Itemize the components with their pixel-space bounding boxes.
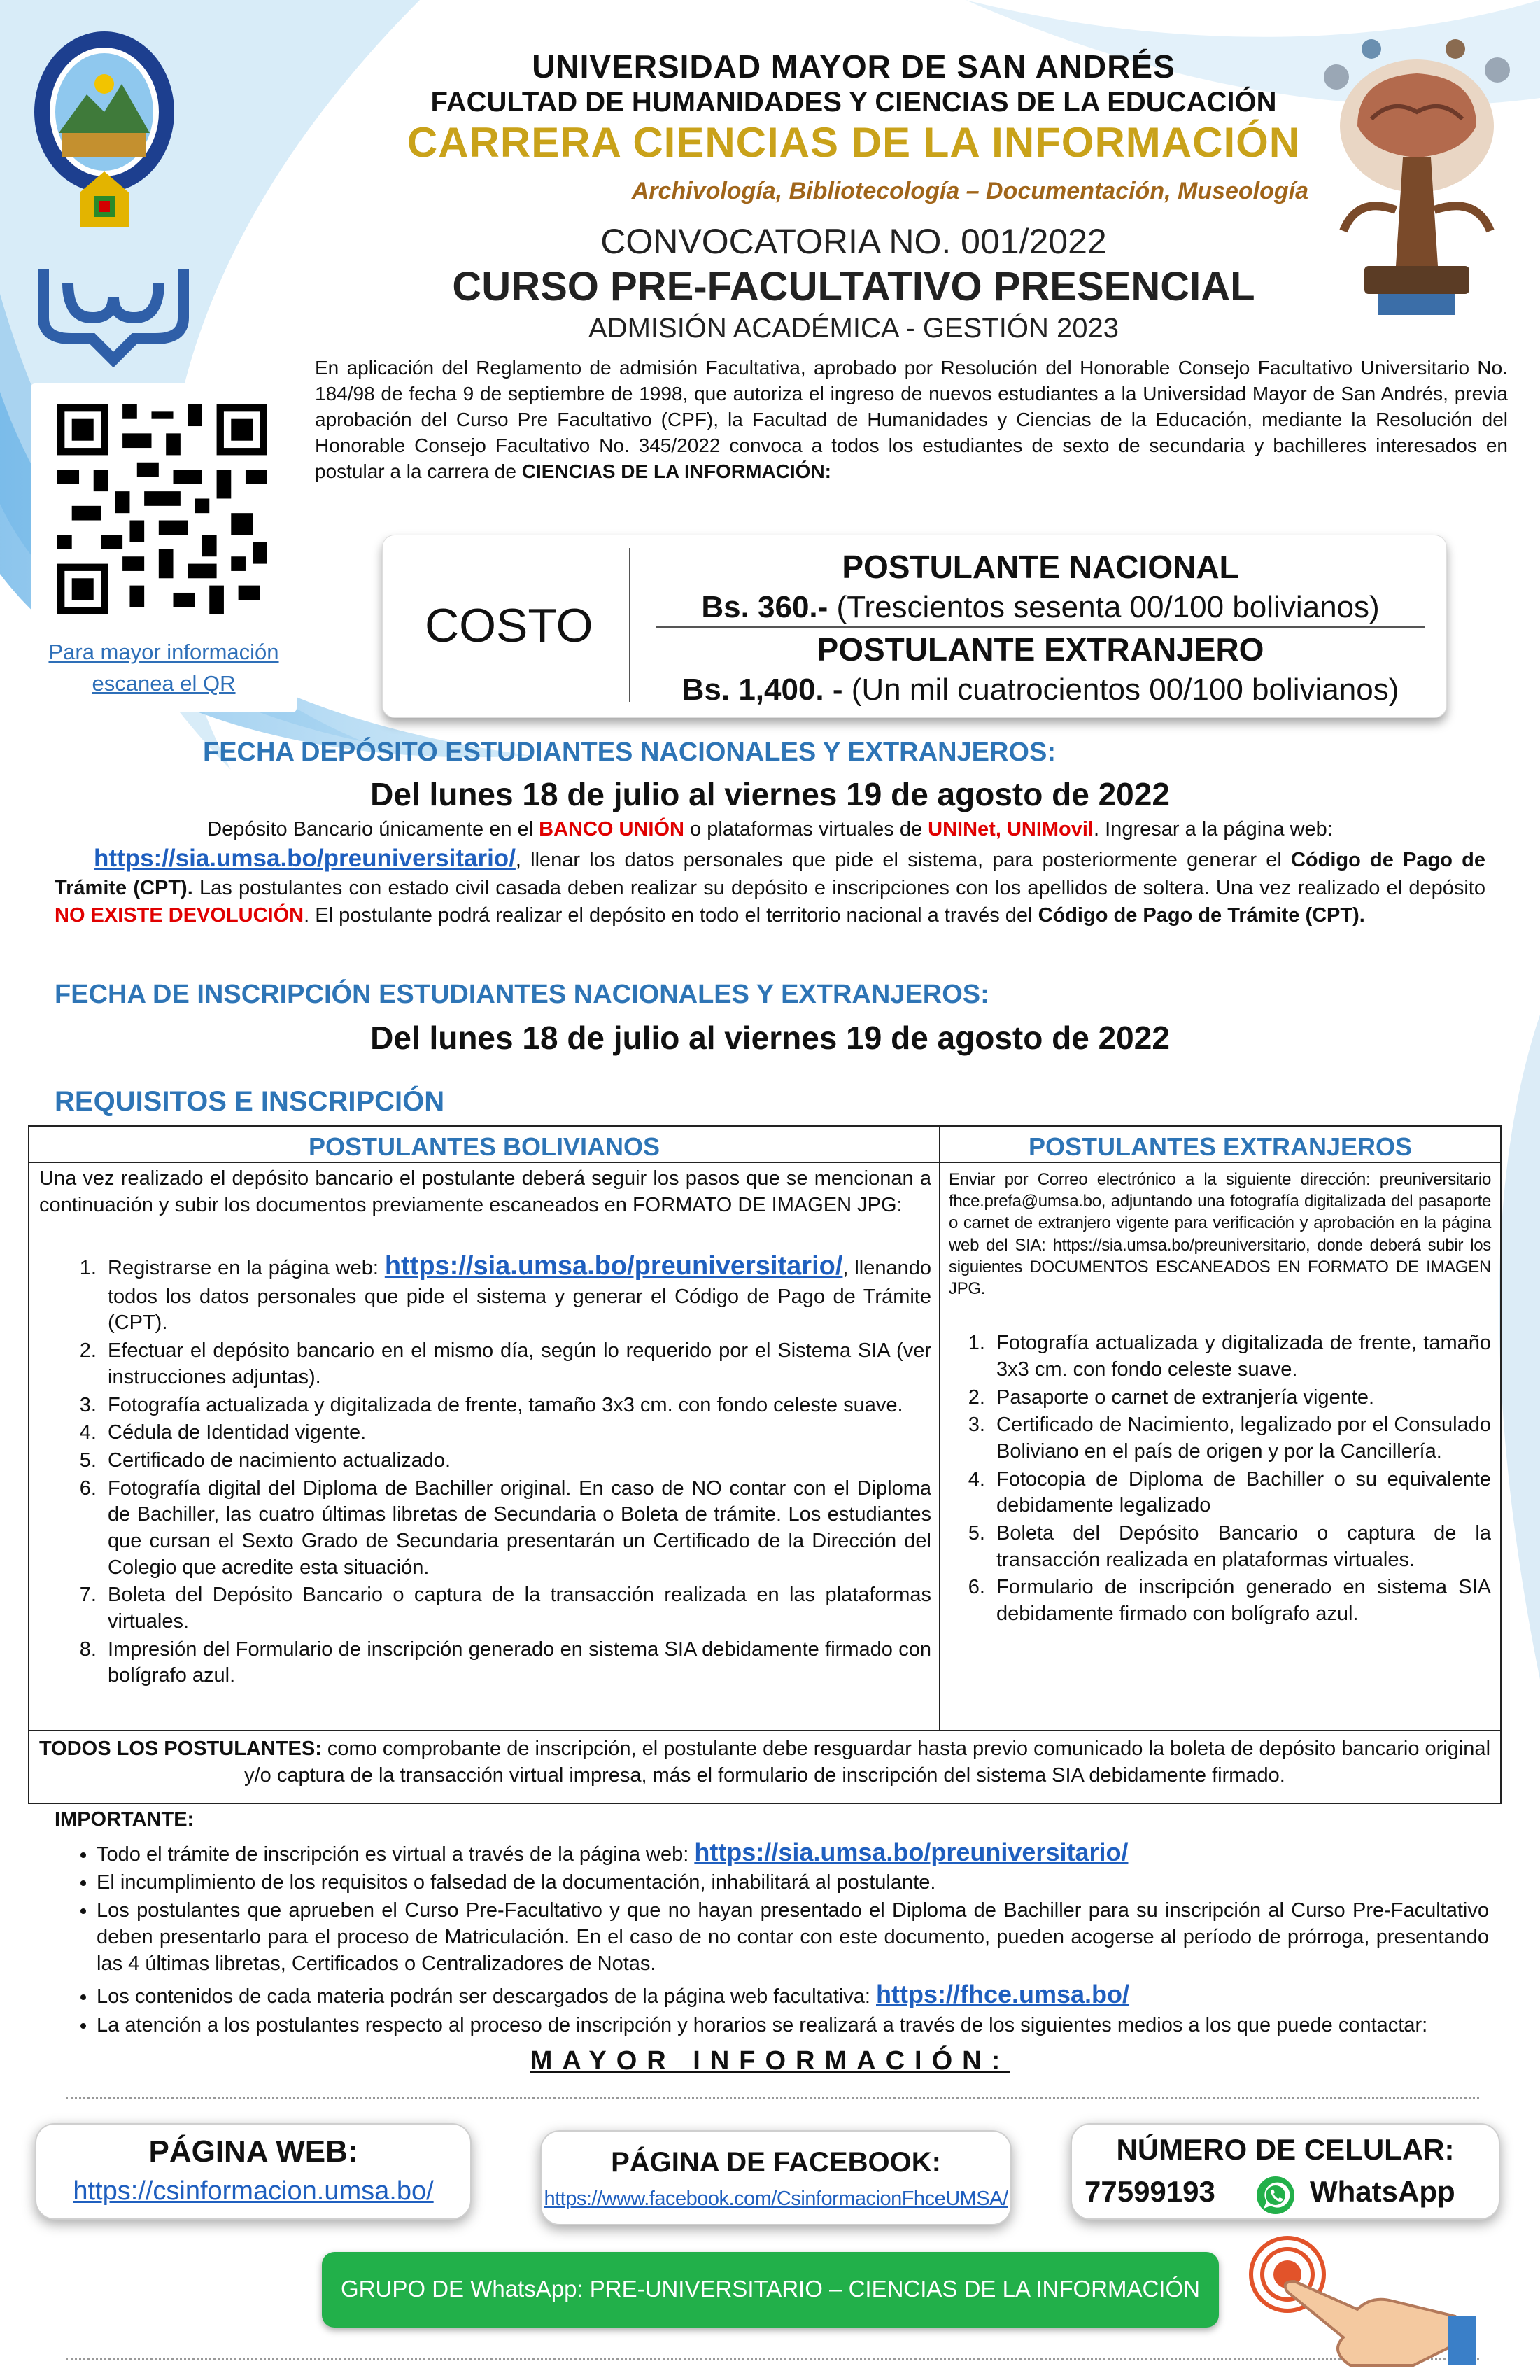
important-list	[55, 1836, 1489, 2039]
list-item: 2. Pasaporte o carnet de extranjería vigente.	[991, 1385, 1491, 1411]
cpt-bold: Código de Pago de Trámite (CPT).	[55, 849, 1485, 900]
call-number: CONVOCATORIA NO. 001/2022	[600, 222, 1107, 261]
bo-item1-text: Registrarse en la página web:	[108, 1257, 385, 1280]
no-refund: NO EXISTE DEVOLUCIÓN	[55, 903, 304, 927]
foreign-title: POSTULANTE EXTRANJERO	[817, 631, 1264, 668]
qr-panel	[31, 383, 297, 712]
phone-number: 77599193	[1085, 2175, 1215, 2208]
deposit-paragraph	[55, 816, 1485, 929]
table-column-divider	[939, 1127, 940, 1730]
cost-divider	[629, 548, 630, 702]
more-info-heading: MAYOR INFORMACIÓN:	[530, 2046, 1010, 2076]
intro-paragraph	[315, 355, 1508, 485]
foreigners-list	[949, 1330, 1491, 1628]
university-seal-logo	[31, 28, 178, 238]
deposit-text-5: Las postulantes con estado civil casada deben realizar su depósito e inscripciones con los apellidos de soltera. Una vez realizado el depósito	[192, 877, 1485, 900]
foreign-cost	[635, 673, 1446, 707]
sia-link[interactable]: https://sia.umsa.bo/preuniversitario/	[384, 1251, 843, 1281]
cost-card	[382, 535, 1447, 718]
requirements-table	[28, 1125, 1502, 1804]
list-item: 7. Boleta del Depósito Bancario o captura de la transacción realizada en las plataformas virtuales.	[102, 1582, 931, 1635]
sia-link[interactable]: https://sia.umsa.bo/preuniversitario/	[94, 845, 516, 873]
list-item: • Los postulantes que aprueben el Curso Pre-Facultativo y que no hayan presentado el Diploma de Bachiller para su inscripción al Curso Pre-Facultativo deben presentarlo para el proceso de Matriculación. En el caso de no contar con este documento, pueden acogerse al período de prórroga, presentando las 4 últimas libretas, Certificados o Centralizadores de Notas.	[97, 1898, 1489, 1977]
facebook-title: PÁGINA DE FACEBOOK:	[611, 2147, 941, 2178]
all-applicants-label: TODOS LOS POSTULANTES:	[38, 1738, 322, 1760]
list-item: 4. Fotocopia de Diploma de Bachiller o su equivalente debidamente legalizado	[991, 1467, 1491, 1519]
table-header-divider	[29, 1162, 1500, 1163]
career-logo	[36, 262, 190, 367]
admission-title: ADMISIÓN ACADÉMICA - GESTIÓN 2023	[588, 313, 1119, 344]
course-title: CURSO PRE-FACULTATIVO PRESENCIAL	[452, 264, 1255, 309]
qr-caption-line2: escanea el QR	[92, 670, 236, 696]
whatsapp-group-button[interactable]	[322, 2252, 1219, 2328]
phone-title: NÚMERO DE CELULAR:	[1116, 2133, 1455, 2166]
list-item: 3. Fotografía actualizada y digitalizada de frente, tamaño 3x3 cm. con fondo celeste suave.	[102, 1393, 931, 1419]
knowledge-tree-illustration	[1315, 35, 1518, 336]
deposit-text-6: . El postulante podrá realizar el depósito en todo el territorio nacional a través del	[304, 903, 1038, 927]
website-title: PÁGINA WEB:	[148, 2134, 358, 2169]
list-item: 6. Formulario de inscripción generado en sistema SIA debidamente firmado con bolígrafo azul.	[991, 1575, 1491, 1627]
list-item: • La atención a los postulantes respecto al proceso de inscripción y horarios se realizará a través de los siguientes medios a los que puede contactar:	[97, 2013, 1489, 2039]
table-footer-divider	[29, 1730, 1500, 1731]
bank-name: BANCO UNIÓN	[539, 818, 684, 840]
col-header-foreigners: POSTULANTES EXTRANJEROS	[1028, 1132, 1413, 1161]
foreign-words: (Un mil cuatrocientos 00/100 bolivianos)	[842, 673, 1399, 707]
dotted-separator-top	[66, 2097, 1479, 2099]
all-applicants-note	[34, 1735, 1496, 1789]
website-card[interactable]	[35, 2123, 472, 2220]
deposit-heading: FECHA DEPÓSITO ESTUDIANTES NACIONALES Y EXTRANJEROS:	[203, 738, 1056, 767]
sia-link[interactable]: https://sia.umsa.bo/preuniversitario/	[694, 1837, 1129, 1866]
website-link[interactable]: https://csinformacion.umsa.bo/	[73, 2176, 434, 2206]
list-item	[97, 1978, 1489, 2011]
cost-label: COSTO	[425, 599, 593, 652]
intro-text: En aplicación del Reglamento de admisión Facultativa, aprobado por Resolución del Honorable Consejo Facultativo Universitario No. 184/98 de fecha 9 de septiembre de 1998, que autoriza el ingreso de nuevos estudiantes a la Universidad Mayor de San Andrés, previa aprobación del Curso Pre Facultativo (CPF), la Facultad de Humanidades y Ciencias de la Educación, mediante la Resolución del Honorable Consejo Facultativo No. 345/2022 convoca a todos los estudiantes de sexto de secundaria y bachilleres interesados en postular a la carrera de	[315, 357, 1508, 482]
list-item: • El incumplimiento de los requisitos o falsedad de la documentación, inhabilitará al postulante.	[97, 1870, 1489, 1896]
national-words: (Trescientos sesenta 00/100 bolivianos)	[828, 590, 1380, 624]
foreign-amount: Bs. 1,400. -	[681, 673, 843, 707]
list-item: 1. Fotografía actualizada y digitalizada de frente, tamaño 3x3 cm. con fondo celeste suave.	[991, 1330, 1491, 1383]
national-cost	[635, 590, 1446, 625]
all-applicants-text: como comprobante de inscripción, el postulante debe resguardar hasta previo comunicado la boleta de depósito bancario original y/o captura de la transacción virtual impresa, más el formulario de inscripción del sistema SIA debidamente firmado.	[244, 1738, 1491, 1787]
qr-code-icon[interactable]	[57, 404, 267, 614]
list-item: 8. Impresión del Formulario de inscripción generado en sistema SIA debidamente firmado con bolígrafo azul.	[102, 1637, 931, 1689]
whatsapp-icon	[1255, 2175, 1296, 2216]
facebook-link[interactable]: https://www.facebook.com/CsinformacionFhceUMSA/	[544, 2188, 1008, 2210]
faculty-name: FACULTAD DE HUMANIDADES Y CIENCIAS DE LA EDUCACIÓN	[430, 87, 1277, 118]
requirements-heading: REQUISITOS E INSCRIPCIÓN	[55, 1086, 445, 1117]
bolivians-content	[39, 1166, 931, 1691]
deposit-text-1: Depósito Bancario únicamente en el	[207, 818, 539, 840]
fhce-link[interactable]: https://fhce.umsa.bo/	[876, 1980, 1130, 2009]
list-item: 5. Boleta del Depósito Bancario o captura de la transacción realizada en plataformas virtuales.	[991, 1521, 1491, 1573]
foreigners-content	[949, 1169, 1491, 1629]
facebook-card[interactable]	[540, 2130, 1012, 2225]
important-section	[55, 1807, 1489, 2041]
foreigners-intro: Enviar por Correo electrónico a la siguiente dirección: preuniversitario fhce.prefa@umsa.bo, adjuntando una fotografía digitalizada del pasaporte o carnet de extranjero vigente para verificación y aprobación en la página web del SIA: https://sia.umsa.bo/preuniversitario, donde deberá subir los siguientes DOCUMENTOS ESCANEADOS EN FORMATO DE IMAGEN JPG.	[949, 1170, 1491, 1298]
important-item4-text: Los contenidos de cada materia podrán ser descargados de la página web facultativa:	[97, 1985, 876, 2008]
tap-hand-icon	[1245, 2225, 1476, 2372]
deposit-text-4: , llenar los datos personales que pide el sistema, para posteriormente generar el	[515, 849, 1291, 872]
deposit-dates: Del lunes 18 de julio al viernes 19 de agosto de 2022	[370, 776, 1170, 812]
list-item: 3. Certificado de Nacimiento, legalizado por el Consulado Boliviano en el país de origen y por la Cancillería.	[991, 1412, 1491, 1465]
col-header-bolivians: POSTULANTES BOLIVIANOS	[308, 1132, 660, 1161]
whatsapp-label: WhatsApp	[1310, 2175, 1455, 2208]
national-amount: Bs. 360.-	[701, 590, 828, 624]
cpt-bold-2: Código de Pago de Trámite (CPT).	[1038, 903, 1365, 927]
university-name: UNIVERSIDAD MAYOR DE SAN ANDRÉS	[532, 48, 1175, 85]
phone-card[interactable]	[1071, 2123, 1500, 2220]
more-info-heading-wrap	[0, 2046, 1540, 2076]
list-item: 5. Certificado de nacimiento actualizado.	[102, 1448, 931, 1474]
career-name: CARRERA CIENCIAS DE LA INFORMACIÓN	[407, 119, 1301, 166]
bolivians-intro: Una vez realizado el depósito bancario el postulante deberá seguir los pasos que se mencionan a continuación y subir los documentos previamente escaneados en FORMATO DE IMAGEN JPG:	[39, 1167, 931, 1216]
list-item: 2. Efectuar el depósito bancario en el mismo día, según lo requerido por el Sistema SIA (ver instrucciones adjuntas).	[102, 1338, 931, 1390]
deposit-text-3: . Ingresar a la página web:	[1094, 818, 1333, 840]
list-item: 6. Fotografía digital del Diploma de Bachiller original. En caso de NO contar con el Diploma de Bachiller, las cuatro últimas libretas de Secundaria o Boleta de trámite. Los estudiantes que cursan el Sexto Grado de Secundaria presentarán un Certificado de la Dirección del Colegio que acredite esta situación.	[102, 1476, 931, 1582]
inscription-dates: Del lunes 18 de julio al viernes 19 de agosto de 2022	[370, 1020, 1170, 1056]
bolivians-list	[39, 1249, 931, 1689]
bo-item1-rest: , llenando todos los datos personales que pide el sistema y generar el Código de Pago de Trámite (CPT).	[108, 1257, 931, 1335]
important-heading: IMPORTANTE:	[55, 1808, 195, 1831]
career-specialties: Archivología, Bibliotecología – Documentación, Museología	[631, 178, 1308, 204]
whatsapp-group-label: GRUPO DE WhatsApp: PRE-UNIVERSITARIO – CIENCIAS DE LA INFORMACIÓN	[341, 2276, 1200, 2302]
list-item: 4. Cédula de Identidad vigente.	[102, 1420, 931, 1446]
qr-caption-line1: Para mayor información	[48, 640, 279, 664]
deposit-text-2: o plataformas virtuales de	[684, 818, 928, 840]
list-item	[102, 1249, 931, 1337]
inscription-heading: FECHA DE INSCRIPCIÓN ESTUDIANTES NACIONALES Y EXTRANJEROS:	[55, 980, 989, 1009]
cost-row-divider	[656, 626, 1425, 628]
important-item1-text: Todo el trámite de inscripción es virtual a través de la página web:	[97, 1843, 695, 1866]
list-item	[97, 1836, 1489, 1869]
bank-apps: UNINet, UNIMovil	[928, 818, 1094, 840]
national-title: POSTULANTE NACIONAL	[842, 549, 1239, 585]
intro-career: CIENCIAS DE LA INFORMACIÓN:	[521, 460, 832, 482]
